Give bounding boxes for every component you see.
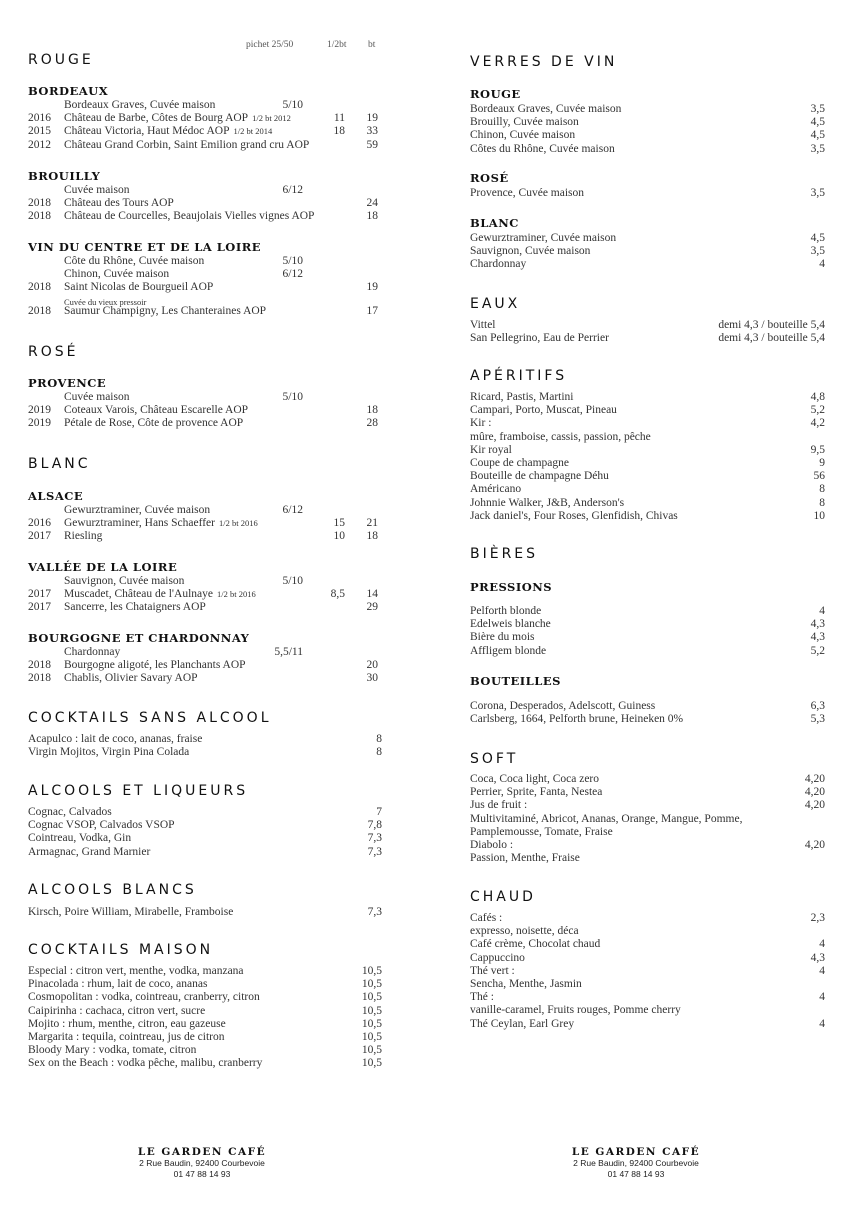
menu-item-name: Corona, Desperados, Adelscott, Guiness <box>470 700 656 712</box>
subsection-title: BROUILLY <box>28 169 101 183</box>
menu-item-name: vanille-caramel, Fruits rouges, Pomme cherry <box>470 1004 681 1017</box>
pichet-price: 5,5/11 <box>274 646 303 658</box>
subsection-title: BLANC <box>470 216 519 230</box>
menu-item-price: 4,2 <box>810 417 825 430</box>
menu-item-name: Chardonnay <box>470 258 527 271</box>
menu-item-name: Edelweis blanche <box>470 618 551 631</box>
header-half-bottle-label: 1/2bt <box>327 40 347 50</box>
menu-item-name: Perrier, Sprite, Fanta, Nestea <box>470 786 603 799</box>
menu-item-price: 4,3 <box>810 618 825 631</box>
menu-item-price: 4,3 <box>810 951 825 964</box>
menu-item-name: Brouilly, Cuvée maison <box>470 116 579 129</box>
menu-item-name: Bloody Mary : vodka, tomate, citron <box>28 1044 197 1057</box>
section-title-bieres: BIÈRES <box>470 546 539 562</box>
bottle-price: 19 <box>366 112 378 125</box>
menu-item-name: Johnnie Walker, J&B, Anderson's <box>470 496 625 509</box>
menu-item-name: Sauvignon, Cuvée maison <box>470 245 591 258</box>
menu-item-price: 4,5 <box>810 232 825 244</box>
menu-item-name: Côtes du Rhône, Cuvée maison <box>470 142 615 155</box>
menu-item-name: Cognac VSOP, Calvados VSOP <box>28 819 175 832</box>
pichet-price: 6/12 <box>282 184 303 196</box>
menu-item-name: Jack daniel's, Four Roses, Glenfidish, Chivas <box>470 509 678 522</box>
pichet-price: 5/10 <box>282 575 303 587</box>
menu-item-name: Campari, Porto, Muscat, Pineau <box>470 404 617 417</box>
footer-address: 2 Rue Baudin, 92400 Courbevoie <box>573 1158 699 1168</box>
menu-item-price: 10,5 <box>361 978 382 991</box>
wine-year: 2015 <box>28 125 51 138</box>
wine-year: 2016 <box>28 112 51 125</box>
bottle-price: 20 <box>366 659 378 672</box>
menu-item-name: Bordeaux Graves, Cuvée maison <box>470 103 622 115</box>
wine-name: Sauvignon, Cuvée maison <box>64 575 185 587</box>
wine-name: Pétale de Rose, Côte de provence AOP <box>64 417 244 430</box>
section-title-rose: ROSÉ <box>28 344 79 360</box>
wine-name: Saint Nicolas de Bourgueil AOP <box>64 281 214 294</box>
menu-item-price: 8 <box>819 496 825 509</box>
menu-item-price: demi 4,3 / bouteille 5,4 <box>718 319 825 331</box>
menu-item-price: 7,3 <box>367 832 382 845</box>
menu-item-price: demi 4,3 / bouteille 5,4 <box>718 332 825 345</box>
footer-cafe-name: LE GARDEN CAFÉ <box>571 1146 701 1158</box>
menu-item-name: Pamplemousse, Tomate, Fraise <box>470 825 613 838</box>
half-bottle-price: 11 <box>333 112 345 125</box>
header-pichet-label: pichet 25/50 <box>246 40 294 50</box>
wine-year: 2016 <box>28 517 51 530</box>
menu-item-name: Coupe de champagne <box>470 457 569 469</box>
wine-name: Château Victoria, Haut Médoc AOP <box>64 125 230 138</box>
wine-year: 2012 <box>28 138 51 151</box>
menu-item-name: mûre, framboise, cassis, passion, pêche <box>470 430 651 443</box>
wine-year: 2018 <box>28 305 51 318</box>
subsection-title: BOUTEILLES <box>470 674 561 688</box>
wine-name: Gewurztraminer, Cuvée maison <box>64 504 211 516</box>
wine-name: Muscadet, Château de l'Aulnaye <box>64 588 213 601</box>
menu-item-price: 2,3 <box>810 912 825 924</box>
bottle-price: 14 <box>366 588 378 601</box>
wine-name: Château de Courcelles, Beaujolais Vielles vignes AOP <box>64 210 315 223</box>
menu-item-price: 4,20 <box>804 786 825 799</box>
menu-item-name: Thé vert : <box>470 964 515 977</box>
bottle-price: 33 <box>366 125 378 138</box>
menu-item-name: Cappuccino <box>470 951 525 964</box>
wine-name: Chablis, Olivier Savary AOP <box>64 672 198 685</box>
section-title-verres: VERRES DE VIN <box>470 54 618 70</box>
half-bottle-price: 10 <box>333 530 345 543</box>
half-bottle-price: 8,5 <box>330 588 345 601</box>
wine-name: Riesling <box>64 530 103 543</box>
menu-item-name: Vittel <box>470 319 496 331</box>
menu-item-name: Sex on the Beach : vodka pêche, malibu, cranberry <box>28 1057 263 1070</box>
menu-item-price: 5,2 <box>810 644 825 657</box>
wine-name: Cuvée du vieux pressoir <box>64 296 147 307</box>
wine-year: 2018 <box>28 672 51 685</box>
menu-item-price: 4 <box>819 964 825 977</box>
pichet-price: 6/12 <box>282 504 303 516</box>
menu-item-price: 7,3 <box>367 906 382 918</box>
half-bottle-note: 1/2 bt 2014 <box>233 126 273 137</box>
menu-item-price: 6,3 <box>810 700 825 712</box>
bottle-price: 59 <box>366 138 378 151</box>
menu-item-price: 5,3 <box>810 713 825 726</box>
pichet-price: 5/10 <box>282 391 303 403</box>
menu-item-name: Virgin Mojitos, Virgin Pina Colada <box>28 746 190 759</box>
footer-right <box>536 1146 736 1180</box>
half-bottle-note: 1/2 bt 2016 <box>219 518 258 529</box>
section-title: COCKTAILS SANS ALCOOL <box>28 710 272 726</box>
wine-name: Sancerre, les Chataigners AOP <box>64 601 206 614</box>
menu-item-price: 10,5 <box>361 991 382 1004</box>
menu-item-name: Passion, Menthe, Fraise <box>470 852 580 865</box>
bottle-price: 18 <box>366 210 378 223</box>
bottle-price: 18 <box>366 404 378 417</box>
wine-year: 2018 <box>28 659 51 672</box>
subsection-title: BORDEAUX <box>28 84 109 98</box>
menu-item-name: Bouteille de champagne Déhu <box>470 470 609 483</box>
menu-item-price: 10,5 <box>361 1044 382 1057</box>
footer-left <box>102 1146 302 1180</box>
wine-year: 2017 <box>28 530 51 543</box>
menu-item-price: 7 <box>376 806 382 818</box>
menu-item-name: Thé Ceylan, Earl Grey <box>470 1017 575 1030</box>
half-bottle-note: 1/2 bt 2012 <box>252 113 291 124</box>
subsection-title: VALLÉE DE LA LOIRE <box>28 560 178 574</box>
footer-cafe-name: LE GARDEN CAFÉ <box>137 1146 267 1158</box>
subsection-title: ALSACE <box>28 489 84 503</box>
bottle-price: 17 <box>366 305 378 318</box>
menu-item-name: Cognac, Calvados <box>28 806 112 818</box>
menu-item-name: Bière du mois <box>470 631 535 644</box>
bottle-price: 28 <box>366 417 378 430</box>
wine-year: 2018 <box>28 210 51 223</box>
bottle-price: 18 <box>366 530 378 543</box>
half-bottle-note: 1/2 bt 2016 <box>216 589 256 600</box>
pichet-price: 5/10 <box>282 255 303 267</box>
menu-item-name: Chinon, Cuvée maison <box>470 129 576 142</box>
menu-item-price: 3,5 <box>810 142 825 155</box>
menu-item-price: 8 <box>819 483 825 496</box>
section-title: ALCOOLS BLANCS <box>28 882 197 898</box>
subsection-title: PROVENCE <box>28 376 107 390</box>
wine-name: Cuvée maison <box>64 391 130 403</box>
menu-item-price: 7,3 <box>367 845 382 858</box>
bottle-price: 24 <box>366 197 378 210</box>
subsection-title: ROUGE <box>470 87 521 101</box>
wine-name: Saumur Champigny, Les Chanteraines AOP <box>64 305 267 318</box>
wine-name: Château de Barbe, Côtes de Bourg AOP <box>64 112 249 125</box>
menu-item-price: 10,5 <box>361 1031 382 1043</box>
subsection-title: PRESSIONS <box>470 580 553 594</box>
menu-item-price: 4,5 <box>810 116 825 129</box>
subsection-title: ROSÉ <box>470 171 509 185</box>
menu-item-name: Kir : <box>470 417 492 430</box>
wine-year: 2017 <box>28 601 51 614</box>
menu-item-price: 56 <box>813 470 825 483</box>
bottle-price: 19 <box>366 281 378 294</box>
menu-item-name: expresso, noisette, déca <box>470 925 579 938</box>
section-title: EAUX <box>470 296 521 312</box>
subsection-title: BOURGOGNE ET CHARDONNAY <box>28 631 250 645</box>
menu-item-name: Margarita : tequila, cointreau, jus de citron <box>28 1031 225 1043</box>
wine-name: Chinon, Cuvée maison <box>64 268 170 281</box>
wine-name: Bordeaux Graves, Cuvée maison <box>64 99 216 111</box>
wine-name: Château des Tours AOP <box>64 197 174 210</box>
wine-name: Château Grand Corbin, Saint Emilion grand cru AOP <box>64 138 310 151</box>
section-title: ALCOOLS ET LIQUEURS <box>28 783 249 799</box>
menu-item-name: Pinacolada : rhum, lait de coco, ananas <box>28 978 208 991</box>
menu-item-name: Pelforth blonde <box>470 605 542 617</box>
menu-item-price: 10,5 <box>361 1017 382 1030</box>
menu-item-name: Especial : citron vert, menthe, vodka, manzana <box>28 965 244 977</box>
menu-item-price: 4,8 <box>810 391 825 403</box>
wine-name: Cuvée maison <box>64 184 130 196</box>
menu-item-price: 10,5 <box>361 1004 382 1017</box>
wine-name: Côte du Rhône, Cuvée maison <box>64 255 205 267</box>
menu-item-price: 4,20 <box>804 799 825 812</box>
menu-item-name: Affligem blonde <box>470 644 547 657</box>
menu-item-name: Carlsberg, 1664, Pelforth brune, Heineken 0% <box>470 713 684 726</box>
subsection-title: VIN DU CENTRE ET DE LA LOIRE <box>28 240 262 254</box>
menu-item-price: 3,5 <box>810 103 825 115</box>
footer-phone: 01 47 88 14 93 <box>173 1169 231 1179</box>
menu-item-price: 3,5 <box>810 245 825 258</box>
pichet-price: 5/10 <box>282 99 303 111</box>
menu-item-name: Américano <box>470 483 522 496</box>
menu-item-name: Acapulco : lait de coco, ananas, fraise <box>28 733 203 745</box>
half-bottle-price: 18 <box>333 125 345 138</box>
menu-item-name: San Pellegrino, Eau de Perrier <box>470 332 609 345</box>
menu-item-name: Provence, Cuvée maison <box>470 187 585 199</box>
section-title: SOFT <box>470 751 519 767</box>
pichet-price: 6/12 <box>282 268 303 281</box>
wine-name: Bourgogne aligoté, les Planchants AOP <box>64 659 246 672</box>
menu-item-price: 4 <box>819 1017 825 1030</box>
menu-item-price: 4,20 <box>804 773 825 785</box>
menu-item-name: Thé : <box>470 991 494 1004</box>
menu-item-price: 5,2 <box>810 404 825 417</box>
menu-item-price: 4,5 <box>810 129 825 142</box>
menu-item-price: 8 <box>376 746 382 759</box>
menu-item-name: Armagnac, Grand Marnier <box>28 845 151 858</box>
menu-item-name: Café crème, Chocolat chaud <box>470 938 601 951</box>
menu-item-price: 4 <box>819 938 825 951</box>
menu-item-name: Sencha, Menthe, Jasmin <box>470 978 582 990</box>
menu-item-name: Cointreau, Vodka, Gin <box>28 832 132 845</box>
menu-item-price: 3,5 <box>810 187 825 199</box>
wine-name: Coteaux Varois, Château Escarelle AOP <box>64 404 249 417</box>
menu-item-name: Cosmopolitan : vodka, cointreau, cranberry, citron <box>28 991 260 1004</box>
menu-item-price: 10,5 <box>361 965 382 977</box>
menu-item-price: 4 <box>819 605 825 617</box>
menu-item-price: 4 <box>819 258 825 271</box>
section-title: COCKTAILS MAISON <box>28 942 214 958</box>
menu-item-name: Diabolo : <box>470 839 514 851</box>
menu-item-price: 10 <box>813 509 825 522</box>
menu-item-price: 9,5 <box>810 443 825 456</box>
bottle-price: 29 <box>366 601 378 614</box>
wine-year: 2019 <box>28 417 51 430</box>
menu-item-price: 7,8 <box>367 819 382 832</box>
section-title-blanc: BLANC <box>28 456 91 472</box>
menu-item-name: Gewurztraminer, Cuvée maison <box>470 232 617 244</box>
wine-year: 2017 <box>28 588 51 601</box>
section-title: CHAUD <box>470 889 536 905</box>
menu-item-name: Jus de fruit : <box>470 799 528 812</box>
half-bottle-price: 15 <box>333 517 345 530</box>
menu-item-price: 9 <box>819 457 825 469</box>
wine-year: 2019 <box>28 404 51 417</box>
footer-address: 2 Rue Baudin, 92400 Courbevoie <box>139 1158 265 1168</box>
menu-item-name: Multivitaminé, Abricot, Ananas, Orange, Mangue, Pomme, <box>470 812 743 825</box>
menu-item-name: Coca, Coca light, Coca zero <box>470 773 600 785</box>
menu-item-price: 8 <box>376 733 382 745</box>
menu-item-name: Cafés : <box>470 912 503 924</box>
menu-item-name: Ricard, Pastis, Martini <box>470 391 574 403</box>
menu-item-price: 4 <box>819 991 825 1004</box>
header-bottle-label: bt <box>368 40 376 50</box>
footer-phone: 01 47 88 14 93 <box>607 1169 665 1179</box>
menu-item-price: 4,20 <box>804 839 825 851</box>
wine-year: 2018 <box>28 197 51 210</box>
menu-item-price: 10,5 <box>361 1057 382 1070</box>
wine-name: Chardonnay <box>64 646 121 658</box>
bottle-price: 21 <box>366 517 378 530</box>
wine-year: 2018 <box>28 281 51 294</box>
bottle-price: 30 <box>366 672 378 685</box>
menu-item-name: Kir royal <box>470 443 512 456</box>
menu-item-name: Kirsch, Poire William, Mirabelle, Framboise <box>28 906 234 918</box>
section-title-rouge: ROUGE <box>28 52 94 68</box>
menu-item-name: Mojito : rhum, menthe, citron, eau gazeuse <box>28 1017 226 1030</box>
section-title: APÉRITIFS <box>470 368 568 384</box>
wine-name: Gewurztraminer, Hans Schaeffer <box>64 517 215 530</box>
menu-item-price: 4,3 <box>810 631 825 644</box>
menu-item-name: Caipirinha : cachaca, citron vert, sucre <box>28 1004 206 1017</box>
